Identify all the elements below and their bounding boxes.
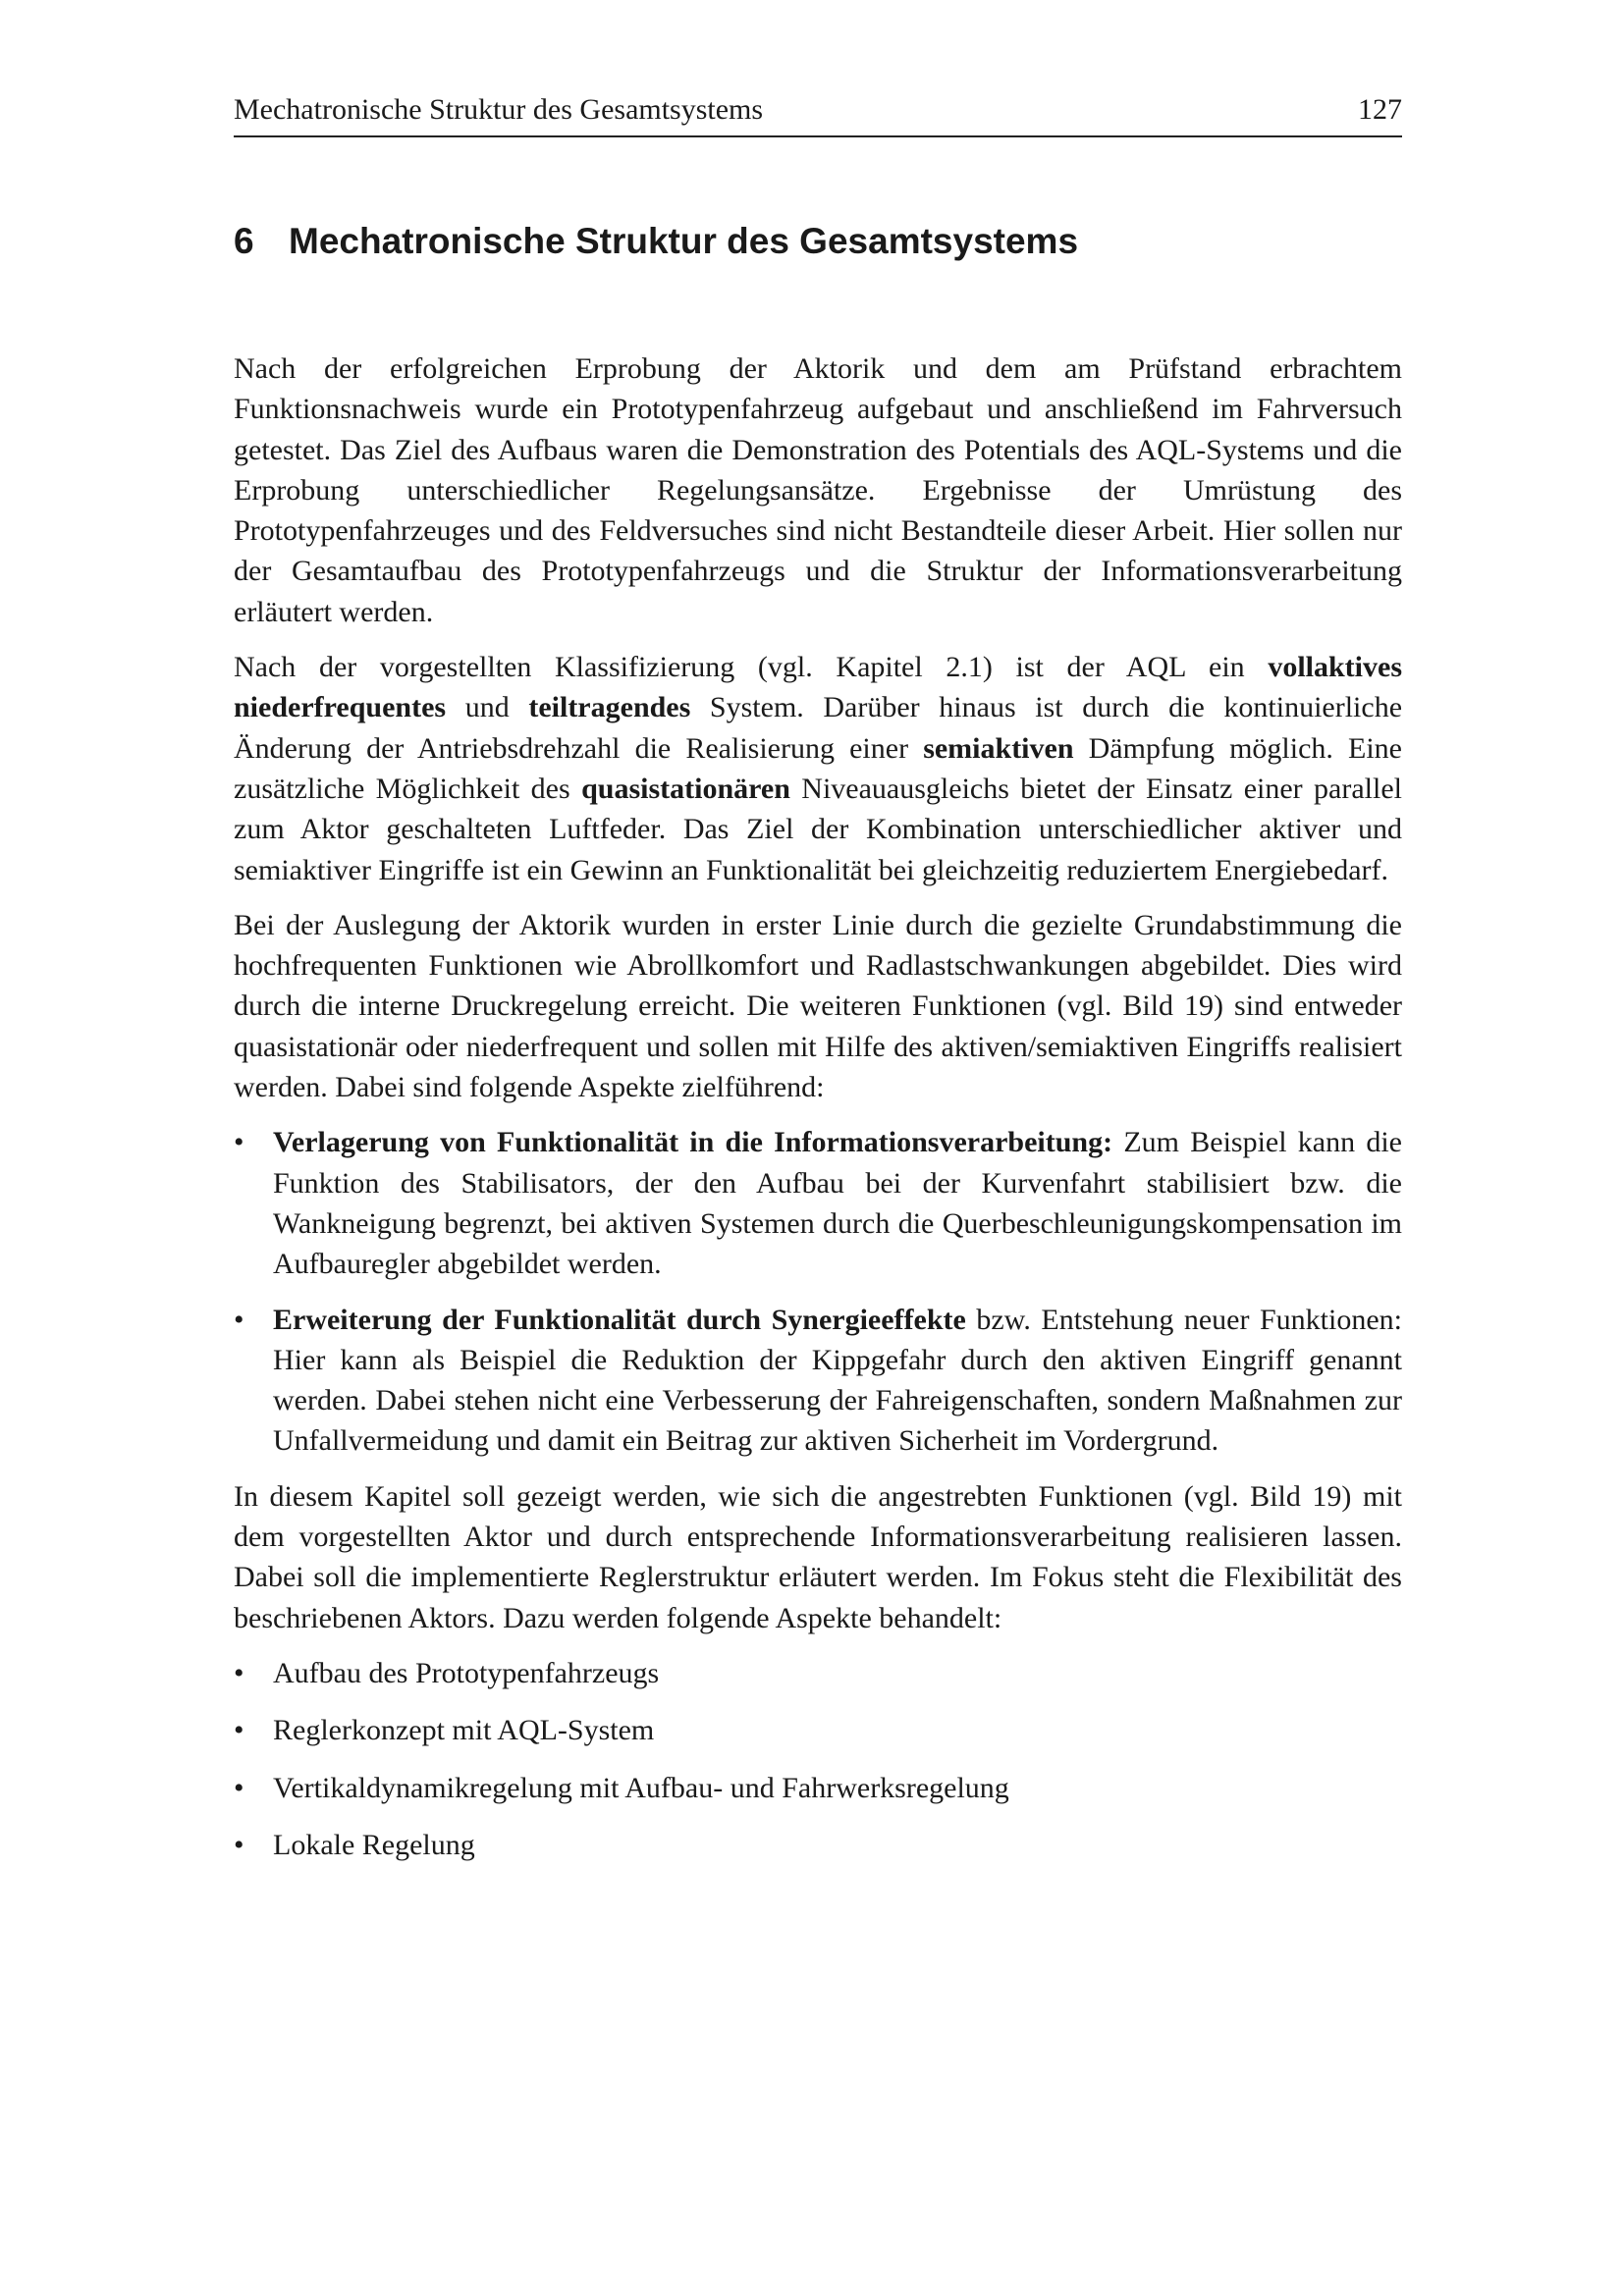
paragraph-intro: Nach der erfolgreichen Erprobung der Aktorik und dem am Prüfstand erbrachtem Funktionsnachweis wurde ein Prototypenfahrzeug aufgebaut und anschließend im Fahrversuch getestet. Das Ziel des Aufbaus waren die Demonstration des Potentials des AQL-Systems und die Erprobung unterschiedlicher Regelungsansätze. Ergebnisse der Umrüstung des Prototypenfahrzeuges und des Feldversuches sind nicht Bestandteile dieser Arbeit. Hier sollen nur der Gesamtaufbau des Prototypenfahrzeugs und die Struktur der Informationsverarbeitung erläutert werden. (234, 352, 1402, 628)
list-item-text: Aufbau des Prototypenfahrzeugs (273, 1656, 660, 1689)
emphasis-term: vollaktives niederfrequentes (234, 651, 1402, 724)
list-item-text: Vertikaldynamikregelung mit Aufbau- und Fahrwerksregelung (273, 1771, 1009, 1804)
page-number: 127 (1358, 93, 1402, 126)
bullet-icon: • (234, 1656, 244, 1689)
body-text (234, 348, 1402, 1882)
text-run: System. Darüber hinaus ist durch die kontinuierliche Änderung der Antriebsdrehzahl die Realisierung einer (234, 691, 1403, 765)
list-item-text: Reglerkonzept mit AQL-System (273, 1714, 655, 1747)
list-item (234, 1710, 1402, 1750)
aspects-list (234, 1122, 1402, 1461)
emphasis-term: quasistationären (581, 772, 790, 805)
emphasis-term: semiaktiven (923, 731, 1074, 765)
paragraph-chapter-overview: In diesem Kapitel soll gezeigt werden, wie sich die angestrebten Funktionen (vgl. Bild 19) mit dem vorgestellten Aktor und durch entsprechende Informationsverarbeitung realisieren lassen. Dabei soll die implementierte Reglerstruktur erläutert werden. Im Fokus steht die Flexibilität des beschriebenen Aktors. Dazu werden folgende Aspekte behandelt: (234, 1479, 1402, 1634)
list-item (234, 1300, 1402, 1462)
chapter-heading (234, 218, 1402, 265)
running-header (234, 90, 1402, 137)
list-item (234, 1653, 1402, 1693)
paragraph-classification (234, 647, 1402, 890)
bullet-icon: • (234, 1771, 244, 1804)
list-item-lead: Erweiterung der Funktionalität durch Synergieeffekte (273, 1303, 966, 1336)
topics-list (234, 1653, 1402, 1865)
list-item-lead: Verlagerung von Funktionalität in die Informationsverarbeitung: (273, 1126, 1113, 1159)
bullet-icon: • (234, 1714, 244, 1747)
paragraph-design: Bei der Auslegung der Aktorik wurden in erster Linie durch die gezielte Grundabstimmung die hochfrequenten Funktionen wie Abrollkomfort und Radlastschwankungen abgebildet. Dies wird durch die interne Druckregelung erreicht. Die weiteren Funktionen (vgl. Bild 19) sind entweder quasistationär oder niederfrequent und sollen mit Hilfe des aktiven/semiaktiven Eingriffs realisiert werden. Dabei sind folgende Aspekte zielführend: (234, 908, 1402, 1104)
chapter-title: Mechatronische Struktur des Gesamtsystems (289, 221, 1079, 261)
text-run: Nach der vorgestellten Klassifizierung (vgl. Kapitel 2.1) ist der AQL ein (234, 651, 1269, 684)
text-run: Dämpfung möglich. Eine zusätzliche Möglichkeit des (234, 731, 1402, 805)
list-item-text: Zum Beispiel kann die Funktion des Stabilisators, der den Aufbau bei der Kurvenfahrt stabilisiert bzw. die Wankneigung begrenzt, bei aktiven Systemen durch die Querbeschleunigungskompensation im Aufbauregler abgebildet werden. (273, 1126, 1402, 1281)
list-item (234, 1122, 1402, 1284)
text-run: und (446, 691, 529, 724)
bullet-icon: • (234, 1828, 244, 1861)
list-item-text: bzw. Entstehung neuer Funktionen: Hier kann als Beispiel die Reduktion der Kippgefahr durch den aktiven Eingriff genannt werden. Dabei stehen nicht eine Verbesserung der Fahreigenschaften, sondern Maßnahmen zur Unfallvermeidung und damit ein Beitrag zur aktiven Sicherheit im Vordergrund. (273, 1303, 1402, 1458)
text-run: Niveauausgleichs bietet der Einsatz einer parallel zum Aktor geschalteten Luftfeder. Das Ziel der Kombination unterschiedlicher aktiver und semiaktiver Eingriffe ist ein Gewinn an Funktionalität bei gleichzeitig reduziertem Energiebedarf. (234, 772, 1402, 886)
emphasis-term: teiltragendes (528, 691, 691, 724)
bullet-icon: • (234, 1303, 244, 1336)
list-item-text: Lokale Regelung (273, 1828, 475, 1861)
bullet-icon: • (234, 1126, 244, 1159)
list-item (234, 1768, 1402, 1808)
list-item (234, 1825, 1402, 1865)
running-title: Mechatronische Struktur des Gesamtsystems (234, 93, 764, 126)
chapter-number: 6 (234, 221, 254, 261)
